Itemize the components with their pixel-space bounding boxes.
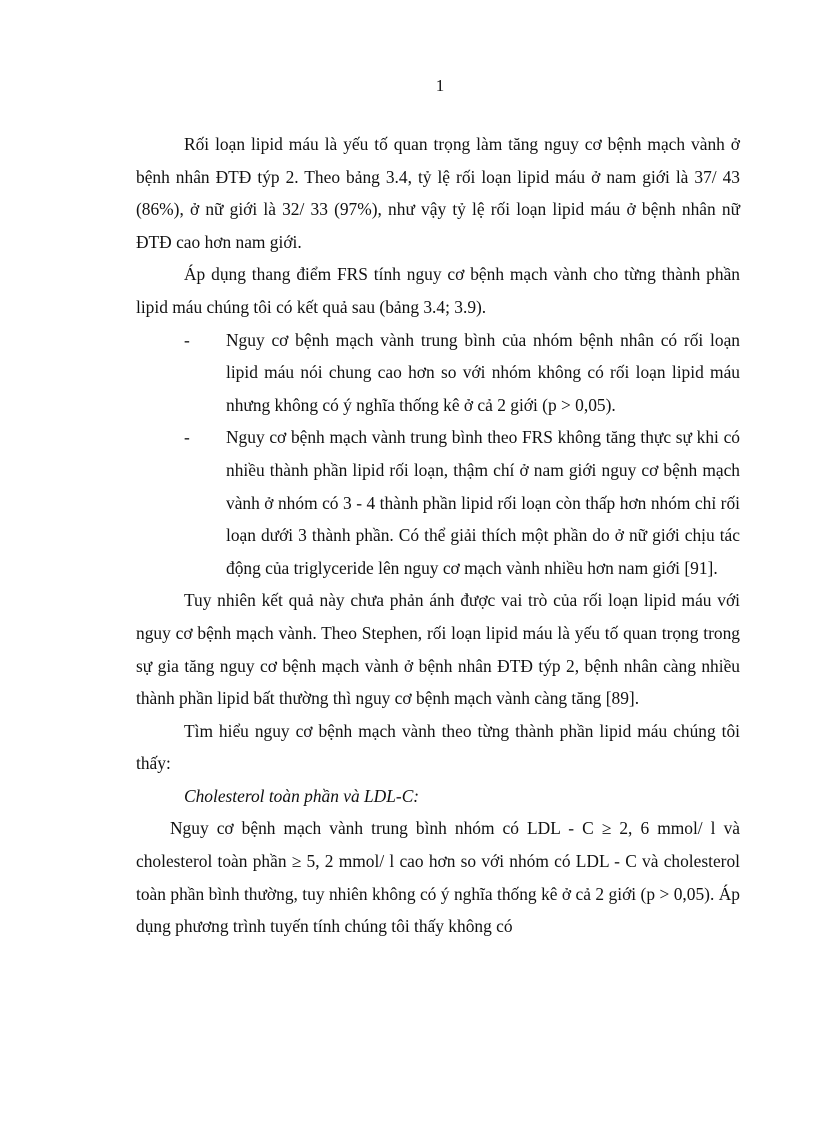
page-number: 1 [435, 76, 445, 95]
paragraph-stephen: Tuy nhiên kết quả này chưa phản ánh được vai trò của rối loạn lipid máu với nguy cơ bệnh mạch vành. Theo Stephen, rối loạn lipid máu là yếu tố quan trọng trong sự gia tăng nguy cơ bệnh mạch vành ở bệnh nhân ĐTĐ týp 2, bệnh nhân càng nhiều thành phần lipid bất thường thì nguy cơ bệnh mạch vành càng tăng [89]. [136, 590, 740, 709]
body-text [136, 128, 740, 943]
bullet-text: Nguy cơ bệnh mạch vành trung bình của nhóm bệnh nhân có rối loạn lipid máu nói chung cao hơn so với nhóm không có rối loạn lipid máu nhưng không có ý nghĩa thống kê ở cả 2 giới (p > 0,05). [226, 329, 740, 415]
paragraph-ldl-cholesterol: Nguy cơ bệnh mạch vành trung bình nhóm có LDL - C ≥ 2, 6 mmol/ l và cholesterol toàn phần ≥ 5, 2 mmol/ l cao hơn so với nhóm có LDL - C và cholesterol toàn phần bình thường, tuy nhiên không có ý nghĩa thống kê ở cả 2 giới (p > 0,05). Áp dụng phương trình tuyến tính chúng tôi thấy không có [136, 818, 740, 937]
bullet-dash: - [184, 427, 190, 448]
paragraph-frs-scoring: Áp dụng thang điểm FRS tính nguy cơ bệnh mạch vành cho từng thành phần lipid máu chúng tôi có kết quả sau (bảng 3.4; 3.9). [136, 264, 740, 317]
subheading: Cholesterol toàn phần và LDL-C: [184, 785, 420, 806]
paragraph-findings-intro: Tìm hiểu nguy cơ bệnh mạch vành theo từng thành phần lipid máu chúng tôi thấy: [136, 720, 740, 774]
list-item [136, 421, 740, 584]
paragraph-lipid-disorder: Rối loạn lipid máu là yếu tố quan trọng làm tăng nguy cơ bệnh mạch vành ở bệnh nhân ĐTĐ týp 2. Theo bảng 3.4, tỷ lệ rối loạn lipid máu ở nam giới là 37/ 43 (86%), ở nữ giới là 32/ 33 (97%), như vậy tỷ lệ rối loạn lipid máu ở bệnh nhân nữ ĐTĐ cao hơn nam giới. [136, 134, 740, 252]
bullet-text: Nguy cơ bệnh mạch vành trung bình theo FRS không tăng thực sự khi có nhiều thành phần lipid rối loạn, thậm chí ở nam giới nguy cơ bệnh mạch vành ở nhóm có 3 - 4 thành phần lipid rối loạn còn thấp hơn nhóm chỉ rối loạn dưới 3 thành phần. Có thể giải thích một phần do ở nữ giới chịu tác động của triglyceride lên nguy cơ mạch vành nhiều hơn nam giới [91]. [226, 427, 740, 578]
bullet-dash: - [184, 329, 190, 350]
list-item [136, 324, 740, 422]
